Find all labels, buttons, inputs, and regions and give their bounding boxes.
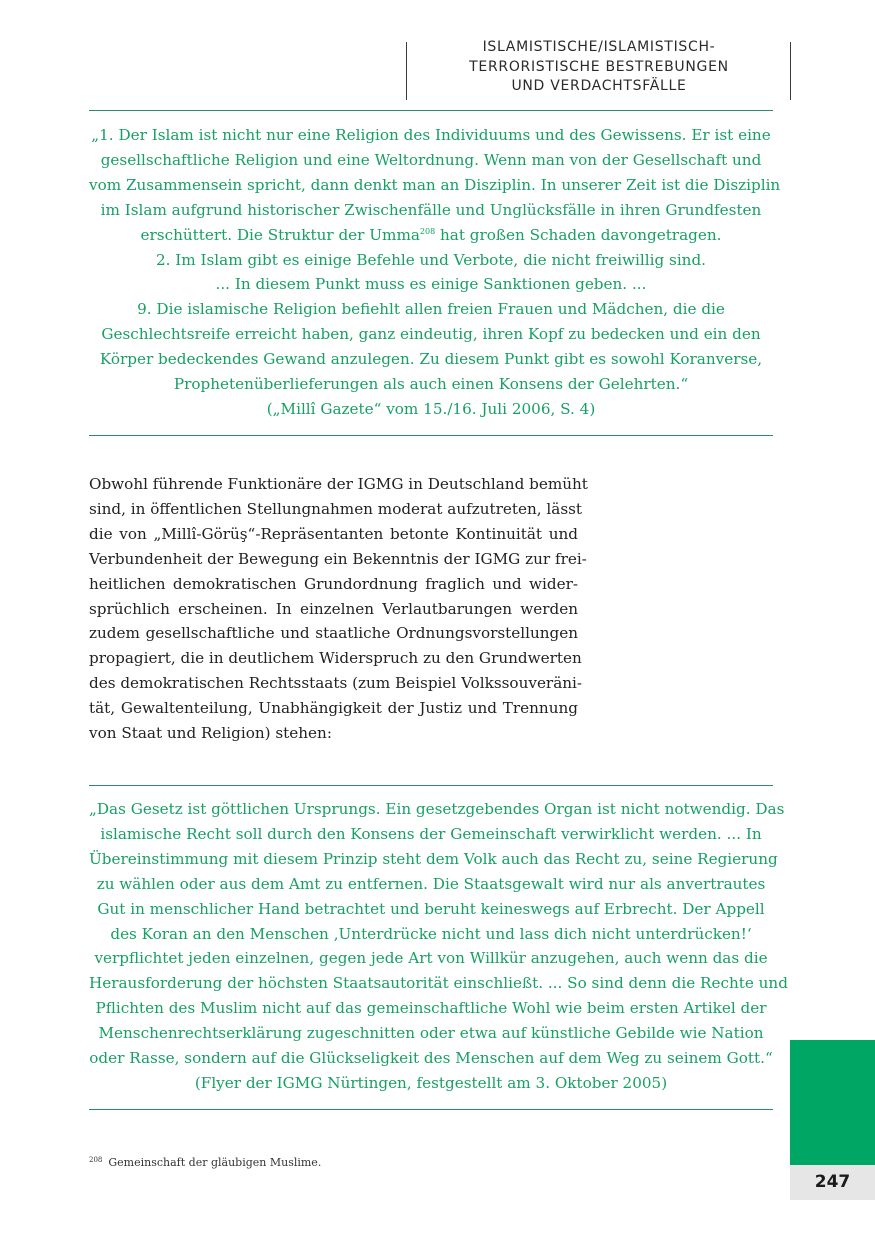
chapter-color-tab <box>790 1040 875 1165</box>
paragraph-line: tät, Gewaltenteilung, Unabhängigkeit der Justiz und Trennung <box>89 699 578 718</box>
running-header-line: UND VERDACHTSFÄLLE <box>511 78 687 94</box>
quote-line: islamische Recht soll durch den Konsens der Gemeinschaft verwirklicht werden. ... In <box>100 824 762 843</box>
paragraph-line: sprüchlich erscheinen. In einzelnen Verlautbarungen werden <box>89 599 578 618</box>
quote-source: („Millî Gazete“ vom 15./16. Juli 2006, S. 4) <box>266 399 596 418</box>
quote-line: Menschenrechtserklärung zugeschnitten oder etwa auf künstliche Gebilde wie Nation <box>98 1024 764 1043</box>
quote-line: vom Zusammensein spricht, dann denkt man an Disziplin. In unserer Zeit ist die Disziplin <box>89 175 781 194</box>
quote-line <box>89 223 773 248</box>
page-number: 247 <box>790 1165 875 1200</box>
quote-line: 9. Die islamische Religion befiehlt allen freien Frauen und Mädchen, die die <box>137 300 725 319</box>
header-divider-right <box>790 42 791 100</box>
quote-block-igmg-flyer <box>89 797 788 1096</box>
quote-line: 2. Im Islam gibt es einige Befehle und Verbote, die nicht freiwillig sind. <box>155 250 707 269</box>
paragraph-line: propagiert, die in deutlichem Widerspruch zu den Grundwerten <box>89 649 582 668</box>
quote-line: im Islam aufgrund historischer Zwischenfälle und Unglücksfälle in ihren Grundfesten <box>100 200 762 219</box>
quote-bottom-rule <box>89 435 773 436</box>
paragraph-line: des demokratischen Rechtsstaats (zum Beispiel Volkssouveräni- <box>89 674 583 693</box>
footnote <box>89 1152 321 1171</box>
header-divider-left <box>406 42 407 100</box>
quote-line: zu wählen oder aus dem Amt zu entfernen. Die Staatsgewalt wird nur als anvertrautes <box>96 874 766 893</box>
quote-line: des Koran an den Menschen ‚Unterdrücke nicht und lass dich nicht unterdrücken!‘ <box>110 924 752 943</box>
quote-line: verpflichtet jeden einzelnen, gegen jede Art von Willkür anzugehen, auch wenn das die <box>94 949 768 968</box>
paragraph-line: Obwohl führende Funktionäre der IGMG in Deutschland bemüht <box>89 475 588 493</box>
quote-line: Herausforderung der höchsten Staatsautorität einschließt. ... So sind denn die Rechte und <box>89 974 788 993</box>
footnote-number: 208 <box>89 1156 103 1164</box>
quote-line: Geschlechtsreife erreicht haben, ganz eindeutig, ihren Kopf zu bedecken und ein den <box>101 325 761 344</box>
quote-line: Prophetenüberlieferungen als auch einen Konsens der Gelehrten.“ <box>173 375 689 394</box>
paragraph-line: heitlichen demokratischen Grundordnung fraglich und wider- <box>89 574 578 593</box>
quote-line-text: erschüttert. Die Struktur der Umma <box>140 225 420 244</box>
paragraph-line: die von „Millî-Görüş“-Repräsentanten betonte Kontinuität und <box>89 524 578 543</box>
quote-line: Körper bedeckendes Gewand anzulegen. Zu diesem Punkt gibt es sowohl Koranverse, <box>99 350 763 369</box>
quote-line: gesellschaftliche Religion und eine Weltordnung. Wenn man von der Gesellschaft und <box>100 150 762 169</box>
paragraph-line: von Staat und Religion) stehen: <box>89 724 332 743</box>
quote-line: oder Rasse, sondern auf die Glückseligkeit des Menschen auf dem Weg zu seinem Gott.“ <box>89 1049 773 1068</box>
quote-line: Pflichten des Muslim nicht auf das gemeinschaftliche Wohl wie beim ersten Artikel der <box>95 999 767 1018</box>
quote-line: „1. Der Islam ist nicht nur eine Religion des Individuums und des Gewissens. Er ist eine <box>91 126 771 144</box>
running-header <box>418 38 780 97</box>
quote-source: (Flyer der IGMG Nürtingen, festgestellt am 3. Oktober 2005) <box>194 1073 668 1092</box>
footnote-reference[interactable]: 208 <box>419 226 436 236</box>
running-header-line: TERRORISTISCHE BESTREBUNGEN <box>469 58 729 75</box>
quote-line: Übereinstimmung mit diesem Prinzip steht dem Volk auch das Recht zu, seine Regierung <box>89 849 778 868</box>
body-paragraph <box>89 472 588 746</box>
running-header-line: ISLAMISTISCHE/ISLAMISTISCH- <box>482 39 716 55</box>
paragraph-line: sind, in öffentlichen Stellungnahmen moderat aufzutreten, lässt <box>89 499 583 518</box>
quote-bottom-rule <box>89 1109 773 1110</box>
quote-line: Gut in menschlicher Hand betrachtet und beruht keineswegs auf Erbrecht. Der Appell <box>97 899 765 918</box>
quote-line-text: hat großen Schaden davongetragen. <box>435 225 722 244</box>
quote-line: ... In diesem Punkt muss es einige Sanktionen geben. ... <box>215 275 647 294</box>
paragraph-line: zudem gesellschaftliche und staatliche Ordnungsvorstellungen <box>89 624 578 643</box>
quote-top-rule <box>89 110 773 111</box>
footnote-text: Gemeinschaft der gläubigen Muslime. <box>108 1156 322 1169</box>
quote-top-rule <box>89 785 773 786</box>
quote-line: „Das Gesetz ist göttlichen Ursprungs. Ein gesetzgebendes Organ ist nicht notwendig. Das <box>89 800 785 818</box>
paragraph-line: Verbundenheit der Bewegung ein Bekenntnis der IGMG zur frei- <box>89 549 587 568</box>
quote-block-milli-gazete <box>89 123 781 422</box>
